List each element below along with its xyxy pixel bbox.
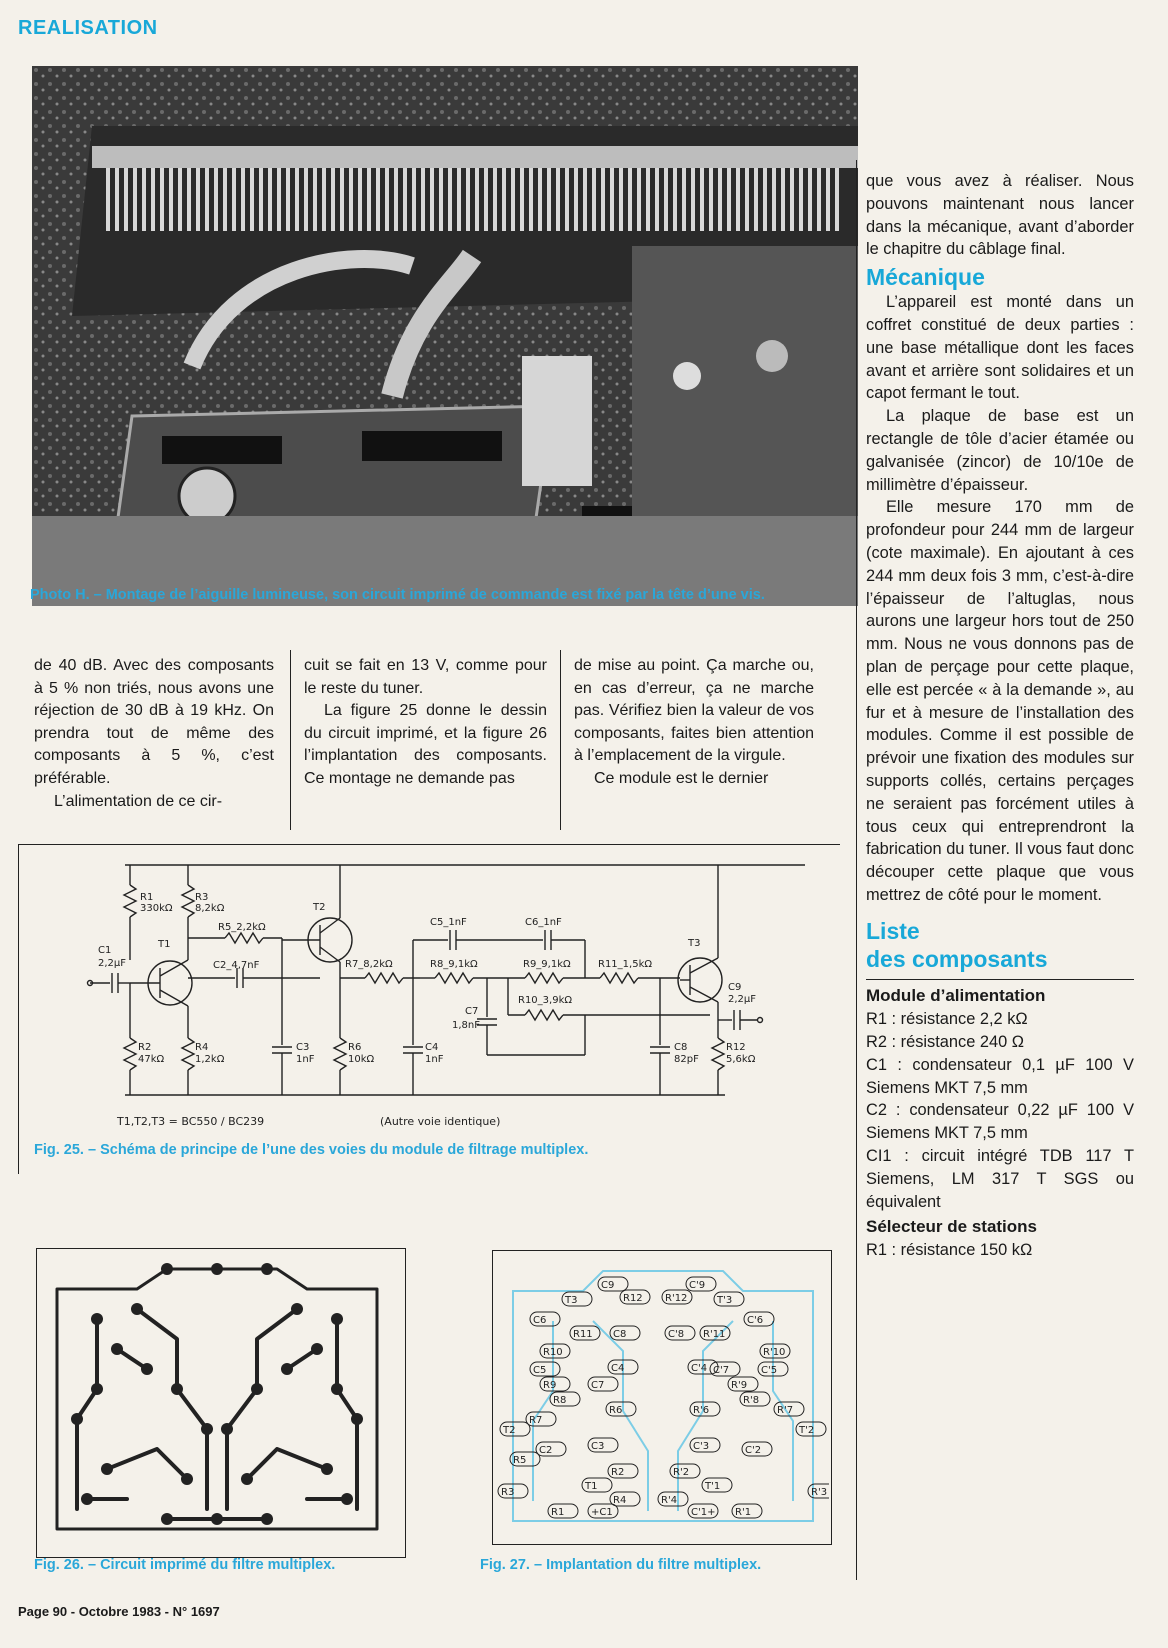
label-r5: R5_2,2kΩ: [218, 922, 266, 933]
fig27-component-label: C'4: [691, 1363, 708, 1374]
label-r12-value: 5,6kΩ: [726, 1054, 756, 1065]
fig27-component-label: T3: [565, 1295, 578, 1306]
fig27-component-label: C'7: [713, 1365, 730, 1376]
fig27-component-label: R11: [573, 1329, 593, 1340]
subheading-selecteur: Sélecteur de stations: [866, 1217, 1038, 1237]
photo-caption: Photo H. – Montage de l’aiguille lumineuse, son circuit imprimé de commande est fixé par la tête d’une vis.: [30, 587, 765, 603]
column-divider: [290, 650, 291, 830]
fig27-component-label: R'12: [665, 1293, 688, 1304]
label-c7: C7: [465, 1006, 479, 1017]
fig27-component-label: R4: [613, 1495, 627, 1506]
fig27-component-label: T1: [585, 1481, 598, 1492]
fig27-component-label: C'6: [747, 1315, 764, 1326]
label-c2: C2_4,7nF: [213, 960, 260, 971]
paragraph: Elle mesure 170 mm de profondeur pour 244 mm de largeur (cote maximale). En ajoutant à ces 244 mm deux fois 3 mm, c’est-à-dire l’épaisseur de l’altuglas, nous aurons une largeur hors tout de 250 mm. Nous ne vous donnons pas de plan de perçage pour cette plaque, elle est percée « à la demande », au fur et à mesure de l’installation des modules. Comme il est possible de prévoir une fixation des modules sur supports collés, certains perçages ne seraient pas forcément utiles à tous ceux qui entreprendront la fabrication du tuner. Il vous faut donc découper cette plaque que vous mettrez de côté pour le moment.: [866, 498, 1134, 904]
fig27-component-label: R8: [553, 1395, 567, 1406]
column-divider: [560, 650, 561, 830]
fig25-caption: Fig. 25. – Schéma de principe de l’une des voies du module de filtrage multiplex.: [34, 1142, 589, 1158]
fig27-component-label: C3: [591, 1441, 605, 1452]
label-c1: C1: [98, 945, 112, 956]
component-list: [866, 1008, 1134, 1213]
paragraph: La plaque de base est un rectangle de tôle d’acier étamée ou galvanisée (zincor) de 10/10e de millimètre d’épaisseur.: [866, 407, 1134, 494]
fig27-component-label: R'6: [693, 1405, 710, 1416]
fig27-component-label: R12: [623, 1293, 643, 1304]
paragraph: Ce module est le dernier: [594, 769, 769, 787]
fig27-component-label: C'5: [761, 1365, 778, 1376]
fig27-component-label: T'3: [717, 1295, 733, 1306]
fig27-component-label: C'9: [689, 1280, 706, 1291]
label-r2: R2: [138, 1042, 152, 1053]
photo-circuit-board: [32, 66, 858, 606]
label-r3-value: 8,2kΩ: [195, 903, 225, 914]
footer: Page 90 - Octobre 1983 - N° 1697: [18, 1604, 220, 1619]
fig27-component-label: C'1+: [691, 1507, 716, 1518]
fig27-component-label: R9: [543, 1380, 557, 1391]
list-item: CI1 : circuit intégré TDB 117 T Siemens, LM 317 T SGS ou équivalent: [866, 1146, 1134, 1211]
fig27-component-label: C6: [533, 1315, 547, 1326]
fig27-component-label: R5: [513, 1455, 527, 1466]
label-r4: R4: [195, 1042, 209, 1053]
list-item: C1 : condensateur 0,1 µF 100 V Siemens MKT 7,5 mm: [866, 1055, 1134, 1097]
label-other-channel: (Autre voie identique): [380, 1115, 501, 1128]
fig27-component-label: R3: [501, 1487, 515, 1498]
fig27-component-label: R7: [529, 1415, 543, 1426]
text-column-2: [304, 655, 547, 791]
list-item: R2 : résistance 240 Ω: [866, 1033, 1025, 1051]
section-label: REALISATION: [18, 17, 158, 39]
paragraph: L’appareil est monté dans un coffret constitué de deux parties : une base métallique dont les faces avant et arrière sont solidaires et un capot fermant le tout.: [866, 293, 1134, 403]
fig27-component-label: C8: [613, 1329, 627, 1340]
label-c3-value: 1nF: [296, 1054, 315, 1065]
fig27-component-label: T'2: [799, 1425, 815, 1436]
label-t3: T3: [688, 938, 701, 949]
label-r9: R9_9,1kΩ: [523, 959, 571, 970]
list-item: C2 : condensateur 0,22 µF 100 V Siemens MKT 7,5 mm: [866, 1101, 1134, 1143]
right-column: [866, 170, 1134, 1262]
paragraph: La figure 25 donne le dessin du circuit imprimé, et la figure 26 l’implantation des composants. Ce montage ne demande pas: [304, 702, 547, 787]
fig27-component-label: R1: [551, 1507, 565, 1518]
fig27-component-label: R'4: [661, 1495, 678, 1506]
heading-liste: Liste: [866, 917, 920, 944]
label-r10: R10_3,9kΩ: [518, 995, 573, 1006]
fig27-component-label: R'8: [743, 1395, 760, 1406]
label-c9-value: 2,2μF: [728, 994, 757, 1005]
label-t2: T2: [313, 902, 326, 913]
fig27-component-label: +C1: [591, 1507, 613, 1518]
fig27-component-label: R6: [609, 1405, 623, 1416]
text-column-3: [574, 655, 814, 791]
fig27-component-label: R'7: [777, 1405, 794, 1416]
label-c1-value: 2,2μF: [98, 958, 127, 969]
fig27-component-label: C'2: [745, 1445, 762, 1456]
label-c6: C6_1nF: [525, 917, 562, 928]
label-r7: R7_8,2kΩ: [345, 959, 393, 970]
fig27-component-label: R'9: [731, 1380, 748, 1391]
fig27-component-label: C2: [539, 1445, 553, 1456]
label-r8: R8_9,1kΩ: [430, 959, 478, 970]
fig27-component-label: T2: [503, 1425, 516, 1436]
divider: [866, 979, 1134, 981]
paragraph: de 40 dB. Avec des composants à 5 % non triés, nous avons une réjection de 30 dB à 19 kHz. On prendra tout de même des composants à 5 %, c’est préférable.: [34, 657, 274, 787]
paragraph: que vous avez à réaliser. Nous pouvons maintenant nous lancer dans la mécanique, avant d’aborder le chapitre du câblage final.: [866, 172, 1134, 259]
label-c8: C8: [674, 1042, 688, 1053]
list-item: R1 : résistance 2,2 kΩ: [866, 1010, 1028, 1029]
label-c4-value: 1nF: [425, 1054, 444, 1065]
label-c7-value: 1,8nF: [452, 1020, 480, 1031]
label-r3: R3: [195, 892, 209, 903]
label-r2-value: 47kΩ: [138, 1054, 165, 1065]
fig27-component-label: C7: [591, 1380, 605, 1391]
fig27-component-label: C'3: [693, 1441, 710, 1452]
fig27-component-label: C4: [611, 1363, 625, 1374]
fig27-caption: Fig. 27. – Implantation du filtre multiplex.: [480, 1557, 762, 1573]
label-r4-value: 1,2kΩ: [195, 1054, 225, 1065]
paragraph: cuit se fait en 13 V, comme pour le reste du tuner.: [304, 657, 547, 697]
label-c5: C5_1nF: [430, 917, 467, 928]
heading-composants: des composants: [866, 945, 1048, 972]
heading-mecanique: Mécanique: [866, 264, 985, 291]
label-r11: R11_1,5kΩ: [598, 959, 653, 970]
fig27-component-label: T'1: [705, 1481, 721, 1492]
label-r6-value: 10kΩ: [348, 1054, 375, 1065]
text-column-1: [34, 655, 274, 813]
fig27-component-label: R10: [543, 1347, 563, 1358]
list-item: R1 : résistance 150 kΩ: [866, 1241, 1033, 1260]
fig27-component-label: R'11: [703, 1329, 726, 1340]
fig27-component-label: R'10: [763, 1347, 786, 1358]
fig27-component-label: C'8: [668, 1329, 685, 1340]
subheading-alimentation: Module d’alimentation: [866, 986, 1046, 1006]
right-column-rule: [856, 160, 857, 1580]
label-c9: C9: [728, 982, 742, 993]
fig27-component-label: R'1: [735, 1507, 752, 1518]
fig27-component-label: C5: [533, 1365, 547, 1376]
fig27-frame: [492, 1250, 832, 1545]
fig27-component-label: R2: [611, 1467, 625, 1478]
schematic-figure: [20, 850, 840, 1170]
label-c3: C3: [296, 1042, 310, 1053]
label-transistors: T1,T2,T3 = BC550 / BC239: [117, 1115, 265, 1128]
label-r6: R6: [348, 1042, 362, 1053]
label-r12: R12: [726, 1042, 746, 1053]
label-r1: R1: [140, 892, 154, 903]
label-t1: T1: [158, 939, 171, 950]
fig27-component-label: R'2: [673, 1467, 690, 1478]
paragraph: L’alimentation de ce cir-: [54, 792, 223, 810]
label-c8-value: 82pF: [674, 1054, 699, 1065]
fig27-component-label: C9: [601, 1280, 615, 1291]
fig26-frame: [36, 1248, 406, 1558]
label-c4: C4: [425, 1042, 439, 1053]
fig26-caption: Fig. 26. – Circuit imprimé du filtre multiplex.: [34, 1557, 336, 1573]
fig27-component-label: R'3: [811, 1487, 828, 1498]
paragraph: de mise au point. Ça marche ou, en cas d’erreur, ça ne marche pas. Vérifiez bien la valeur de vos composants, faites bien attention à l’emplacement de la virgule.: [574, 657, 814, 765]
label-r1-value: 330kΩ: [140, 903, 173, 914]
